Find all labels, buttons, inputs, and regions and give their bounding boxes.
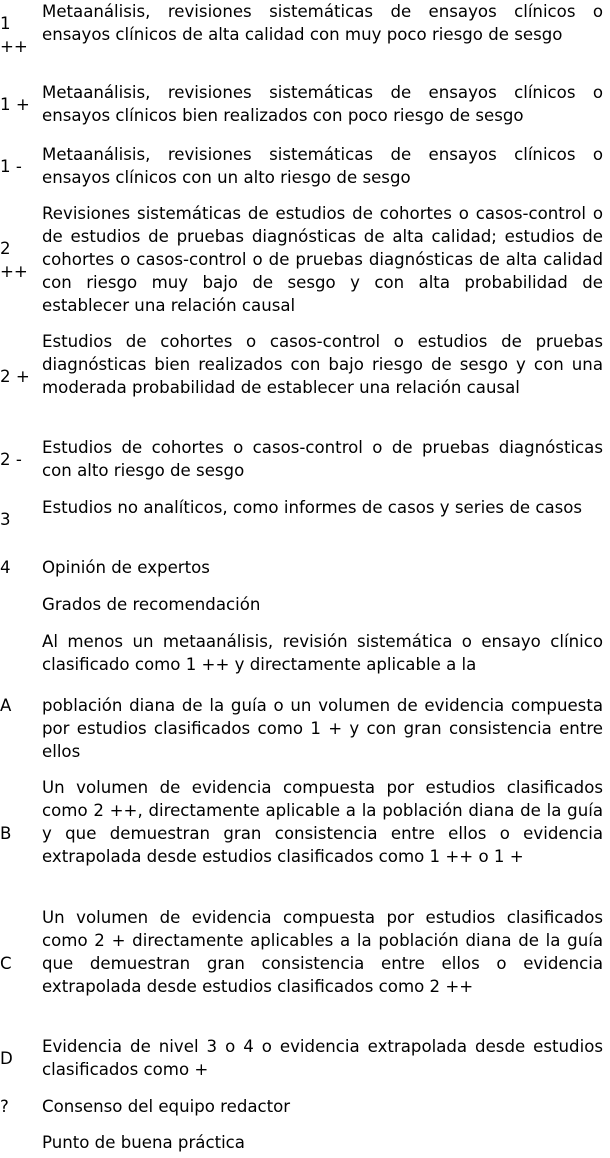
grades-heading-row xyxy=(0,593,610,616)
evidence-level-row xyxy=(0,202,610,317)
evidence-level-label: 4 xyxy=(0,558,11,577)
evidence-level-description: Estudios no analíticos, como informes de casos y series de casos xyxy=(42,498,583,517)
grade-description: Al menos un metaanálisis, revisión sistemática o ensayo clínico clasificado como 1 ++ y directamente aplicable a la xyxy=(42,632,603,674)
grade-row xyxy=(0,1035,610,1081)
grade-row xyxy=(0,1095,610,1118)
grade-description: Un volumen de evidencia compuesta por estudios clasificados como 2 + directamente aplicables a la población diana de la guía que demuestran gran consistencia entre ellos o evidencia extrapolada desde estudios clasificados como 2 ++ xyxy=(42,908,603,996)
evidence-level-row xyxy=(0,496,610,542)
evidence-level-description: Metaanálisis, revisiones sistemáticas de ensayos clínicos o ensayos clínicos con un alto riesgo de sesgo xyxy=(42,145,603,187)
evidence-level-row xyxy=(0,81,610,127)
grade-description: Un volumen de evidencia compuesta por estudios clasificados como 2 ++, directamente aplicable a la población diana de la guía y que demuestran gran consistencia entre ellos o evidencia extrapolada desde estudios clasificados como 1 ++ o 1 + xyxy=(42,778,603,866)
evidence-level-description: Revisiones sistemáticas de estudios de cohortes o casos-control o de estudios de pruebas diagnósticas de alta calidad; estudios de cohortes o casos-control o de pruebas diagnósticas de alta calidad con riesgo muy bajo de sesgo y con alta probabilidad de establecer una relación causal xyxy=(42,204,603,315)
evidence-level-row xyxy=(0,143,610,189)
grade-description: Evidencia de nivel 3 o 4 o evidencia extrapolada desde estudios clasificados como + xyxy=(42,1037,603,1079)
evidence-level-label: 2 ++ xyxy=(0,238,28,281)
evidence-level-label: 1 ++ xyxy=(0,13,28,56)
grade-label: A xyxy=(0,696,12,715)
grade-label: C xyxy=(0,954,12,973)
grade-description: Consenso del equipo redactor xyxy=(42,1097,291,1116)
evidence-level-row xyxy=(0,556,610,579)
evidence-level-row xyxy=(0,330,610,422)
grade-label: D xyxy=(0,1048,13,1068)
evidence-level-label: 1 - xyxy=(0,156,22,176)
good-practice-row xyxy=(0,1131,610,1154)
grade-row xyxy=(0,630,610,676)
evidence-level-label: 1 + xyxy=(0,94,30,114)
grade-row xyxy=(0,776,610,891)
grades-heading: Grados de recomendación xyxy=(42,595,261,614)
evidence-level-description: Metaanálisis, revisiones sistemáticas de ensayos clínicos o ensayos clínicos bien realizados con poco riesgo de sesgo xyxy=(42,83,603,125)
evidence-level-description: Opinión de expertos xyxy=(42,558,210,577)
evidence-level-description: Estudios de cohortes o casos-control o de pruebas diagnósticas con alto riesgo de sesgo xyxy=(42,438,603,480)
grade-label: B xyxy=(0,824,12,843)
evidence-level-label: 3 xyxy=(0,509,11,529)
grade-row xyxy=(0,906,610,1021)
good-practice-label: Punto de buena práctica xyxy=(42,1133,245,1152)
grade-label: ? xyxy=(0,1097,9,1116)
evidence-level-label: 2 + xyxy=(0,366,30,386)
evidence-level-description: Metaanálisis, revisiones sistemáticas de ensayos clínicos o ensayos clínicos de alta calidad con muy poco riesgo de sesgo xyxy=(42,2,603,44)
evidence-level-row xyxy=(0,0,610,69)
grade-row xyxy=(0,694,610,763)
evidence-level-row xyxy=(0,436,610,482)
evidence-level-label: 2 - xyxy=(0,449,22,469)
grade-description: población diana de la guía o un volumen de evidencia compuesta por estudios clasificados como 1 + y con gran consistencia entre ellos xyxy=(42,696,603,761)
evidence-level-description: Estudios de cohortes o casos-control o estudios de pruebas diagnósticas bien realizados con bajo riesgo de sesgo y con una moderada probabilidad de establecer una relación causal xyxy=(42,332,603,397)
